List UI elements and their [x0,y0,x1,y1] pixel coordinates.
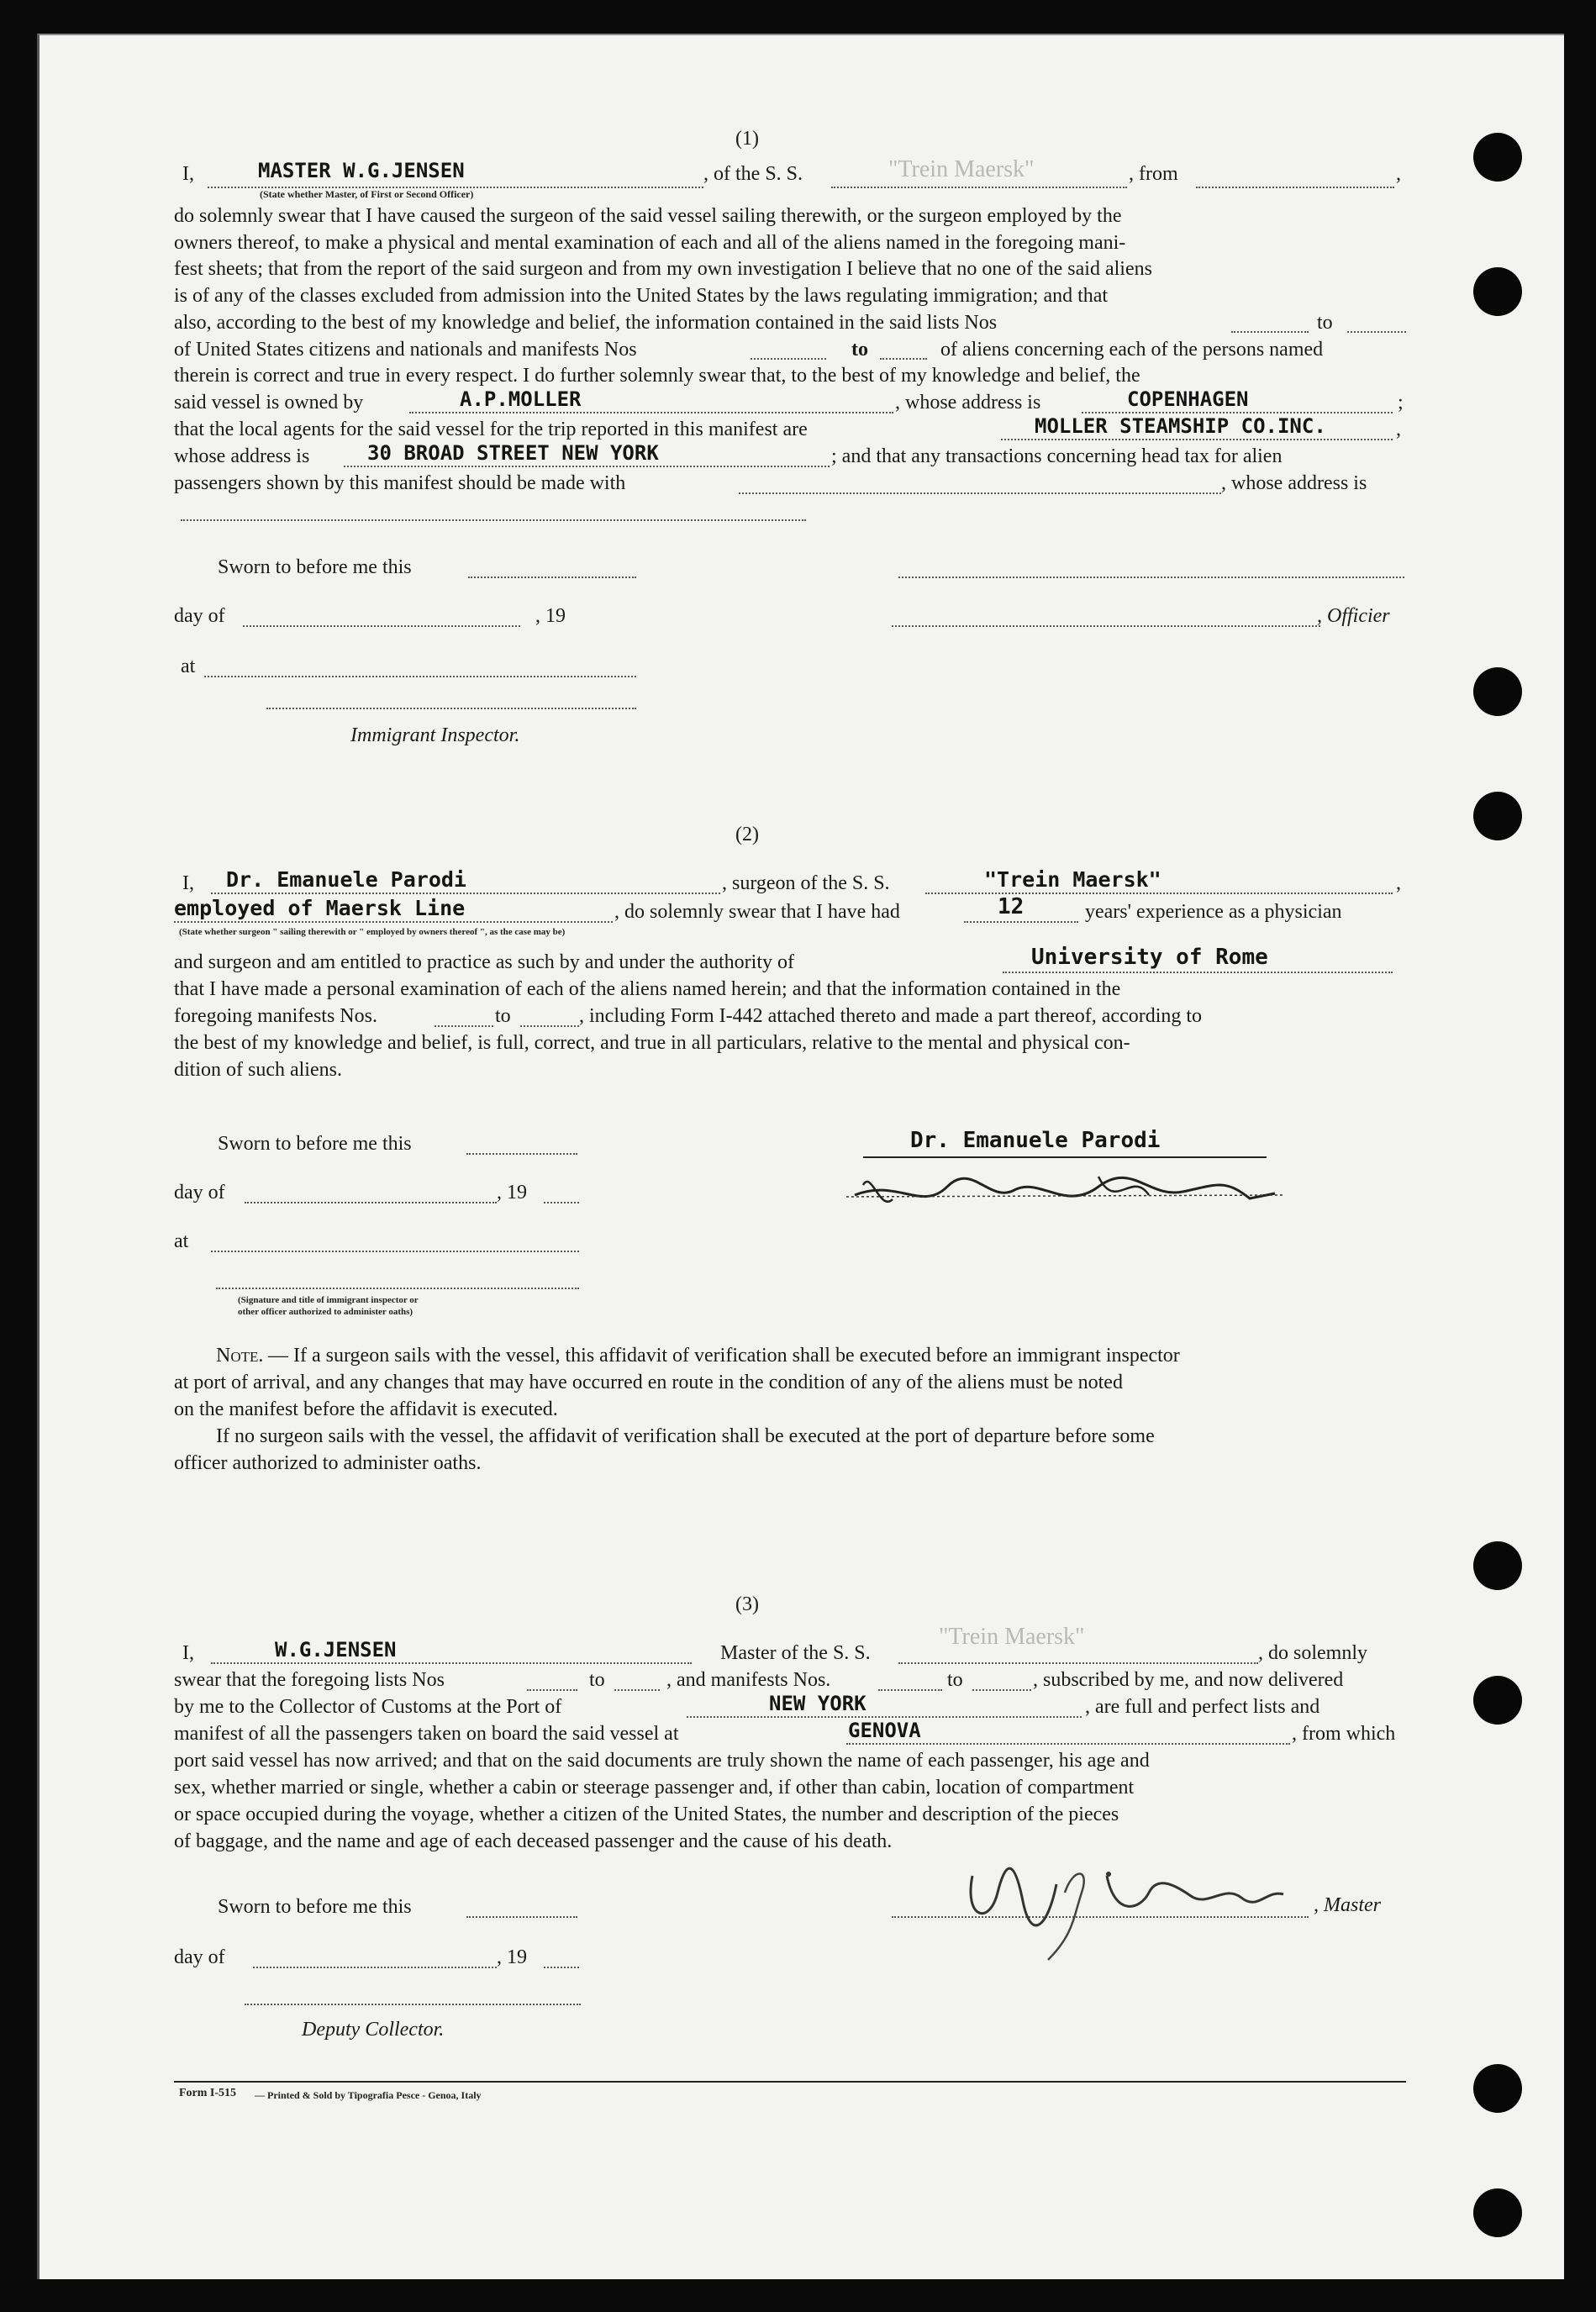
swear-had-text: , do solemnly swear that I have had [614,901,900,923]
section3-manifests-to-line [972,1689,1031,1691]
lists-to-line [1347,331,1406,333]
section1-at: at [181,656,196,677]
agents-line [1001,439,1393,440]
punch-hole [1473,667,1522,716]
surgeon-ship-comma: , [1396,872,1401,894]
employed-line [174,921,613,923]
section3-l2b: , and manifests Nos. [666,1669,831,1691]
surgeon-manifests-from-line [435,1025,493,1027]
agents-address-line [344,466,830,467]
ship-stamp-faint: "Tr​ein M​aersk" [888,156,1035,182]
section3-master-label: , Master [1314,1894,1381,1916]
sig-note-line1: (Signature and title of immigrant inspector or [238,1295,419,1305]
manifests-to: to [851,339,868,361]
employed-typed: employed of Maersk Line [174,896,466,920]
section3-l3b: , are full and perfect lists and [1085,1696,1320,1718]
section1-sworn: Sworn to before me this [218,556,412,578]
section2-sworn: Sworn to before me this [218,1133,412,1155]
master-name-typed: MASTER W.G.JENSEN [258,159,465,182]
deputy-collector-label: Deputy Collector. [302,2019,445,2041]
section3-year: , 19 [497,1946,527,1968]
years-text: years' experience as a physician [1085,901,1342,923]
immigrant-inspector-label: Immigrant Inspector. [350,724,520,746]
state-master-note: (State whether Master, of First or Second Officer) [260,188,474,200]
section1-day-line [243,625,520,627]
section1-day-of: day of [174,605,225,627]
ship-name-line [831,187,1127,188]
section3-l2c: , subscribed by me, and now delivered [1033,1669,1344,1691]
surgeon-name-line [211,893,720,894]
authority-typed: University of Rome [1031,945,1268,970]
section3-day-line [253,1967,497,1968]
section1-officer-sig-line-top [898,577,1404,578]
from-label: , from [1129,163,1178,185]
authority-line [1003,972,1393,973]
section3-day-of: day of [174,1946,225,1968]
trailing-comma: , [1396,163,1401,185]
document-sheet [37,34,1564,2279]
punch-hole [1473,792,1522,840]
section3-embark-typed: GENOVA [848,1719,921,1742]
surgeon-state-note: (State whether surgeon " sailing therewith or " employed by owners thereof ", as the case may be) [179,927,566,937]
section2-i: I, [182,872,194,894]
section3-para-line5: port said vessel has now arrived; and that on the said documents are truly shown the name of each passenger, his age and [174,1750,1150,1772]
note-line5: officer authorized to administer oaths. [174,1452,482,1474]
section1-para-line5: also, according to the best of my knowledge and belief, the information contained in the said lists Nos [174,312,998,334]
master-handwritten-signature [947,1842,1317,1968]
head-tax-line [739,492,1221,494]
footer-rule [174,2081,1406,2083]
section3-sworn: Sworn to before me this [218,1896,412,1918]
punch-hole [1473,267,1522,316]
owner-typed: A.P.MOLLER [460,387,582,411]
section2-sworn-line [466,1153,577,1155]
agents-typed: MOLLER STEAMSHIP CO.INC. [1035,414,1326,438]
section1-at-line [204,676,636,677]
section2-at: at [174,1230,189,1252]
section1-officer-line [892,625,1320,627]
footer-printer: — Printed & Sold by Tipografia Pesce - Genoa, Italy [255,2089,482,2101]
section3-number: (3) [735,1593,759,1615]
surgeon-handwritten-signature [846,1161,1300,1229]
section3-para-line6: sex, whether married or single, whether a cabin or steerage passenger and, if other than cabin, location of compartment [174,1777,1135,1799]
surgeon-signature-underline [863,1156,1267,1158]
agents-label: that the local agents for the said vessel for the trip reported in this manifest are [174,419,808,440]
sig-note-line2: other officer authorized to administer oaths) [238,1307,413,1317]
section1-para-line2: owners thereof, to make a physical and mental examination of each and all of the aliens named in the foregoing mani- [174,232,1126,254]
manifests-to-line [880,358,927,360]
surgeon-manifests-to: to [495,1005,511,1027]
section1-inspector-sig-line [266,708,636,709]
lists-from-line [1231,331,1309,333]
section2-year-line [544,1202,579,1203]
section2-para-line1: that I have made a personal examination of each of the aliens named herein; and that the information contained in the [174,978,1121,1000]
section3-l3a: by me to the Collector of Customs at the Port of [174,1696,562,1718]
note-line3: on the manifest before the affidavit is executed. [174,1398,558,1420]
section3-para-line7: or space occupied during the voyage, whether a citizen of the United States, the number and description of the pieces [174,1804,1119,1825]
note-line1: — If a surgeon sails with the vessel, this affidavit of verification shall be executed before an immigrant inspector [268,1345,1180,1367]
section2-day-of: day of [174,1182,225,1203]
officer-label: , Officier [1317,605,1390,627]
section3-ship-line [898,1662,1258,1664]
surgeon-of-label: , surgeon of the S. S. [722,872,890,894]
owner-address-label: , whose address is [895,392,1041,413]
note-label: Note. [216,1345,264,1367]
section1-sworn-line [468,577,636,578]
section3-l2a: swear that the foregoing lists Nos [174,1669,445,1691]
section3-manifests-from-line [878,1689,942,1691]
section2-para-line2b: , including Form I-442 attached thereto and made a part thereof, according to [579,1005,1203,1027]
surgeon-ship-line [925,893,1393,894]
agents-comma: , [1396,419,1401,440]
section3-sworn-line [466,1916,577,1918]
section2-inspector-sig-line [216,1288,579,1289]
section3-lists-from-line [527,1689,577,1691]
head-tax-text: ; and that any transactions concerning head tax for alien [831,445,1283,467]
section3-l4b: , from which [1292,1723,1396,1745]
punch-hole [1473,1541,1522,1590]
section3-do-solemnly: , do solemnly [1258,1642,1367,1664]
agents-address-label: whose address is [174,445,310,467]
section3-lists-to-line [614,1689,660,1691]
owner-line [409,412,893,413]
punch-hole [1473,1676,1522,1725]
section3-l4a: manifest of all the passengers taken on board the said vessel at [174,1723,679,1745]
section2-para-line3: the best of my knowledge and belief, is full, correct, and true in all particulars, relative to the mental and physical con- [174,1032,1130,1054]
section2-at-line [211,1251,579,1252]
section3-master-of: Master of the S. S. [720,1642,871,1664]
section2-number: (2) [735,824,759,845]
punch-hole [1473,2188,1522,2237]
bleed-through-text [90,109,99,138]
section1-para-line6b: of aliens concerning each of the persons named [940,339,1324,361]
lists-to: to [1317,312,1333,334]
section2-day-line [245,1202,497,1203]
years-line [964,921,1078,923]
section2-year: , 19 [497,1182,527,1203]
surgeon-name-typed: Dr. Emanuele Parodi [226,867,466,892]
section3-port-typed: NEW YORK [769,1692,866,1715]
surgeon-signature-typed: Dr. Emanuele Parodi [910,1128,1161,1153]
section3-ship-stamp: "Trein Maersk" [939,1624,1085,1650]
section3-master-typed: W.G.JENSEN [275,1638,397,1662]
punch-hole [1473,2064,1522,2113]
whose-address-end: , whose address is [1221,472,1367,494]
from-line [1196,187,1394,188]
section3-year-line [544,1967,579,1968]
note-line2: at port of arrival, and any changes that may have occurred en route in the condition of any of the aliens must be noted [174,1372,1123,1393]
entitled-text: and surgeon and am entitled to practice as such by and under the authority of [174,951,794,973]
years-typed: 12 [998,894,1024,919]
section1-para-line4: is of any of the classes excluded from admission into the United States by the laws regulating immigration; and that [174,285,1109,307]
section1-para-line7: therein is correct and true in every respect. I do further solemnly swear that, to the best of my knowledge and belief, the [174,365,1140,387]
owner-semicolon: ; [1398,392,1404,413]
section3-embark-line [846,1743,1290,1745]
passengers-text: passengers shown by this manifest should be made with [174,472,626,494]
section2-para-line4: dition of such aliens. [174,1059,342,1081]
section1-number: (1) [735,128,759,150]
section3-manifests-to: to [947,1669,963,1691]
section1-para-line6a: of United States citizens and nationals and manifests Nos [174,339,637,361]
note-line4: If no surgeon sails with the vessel, the affidavit of verification shall be executed at the port of departure before some [216,1425,1155,1447]
section1-para-line3: fest sheets; that from the report of the said surgeon and from my own investigation I believe that no one of the said aliens [174,258,1152,280]
section3-para-line8: of baggage, and the name and age of each deceased passenger and the cause of his death. [174,1830,893,1852]
surgeon-manifests-to-line [520,1025,579,1027]
address-continuation-line [181,519,806,521]
section3-master-line [211,1662,692,1664]
section1-year: , 19 [535,605,566,627]
section1-para-line1: do solemnly swear that I have caused the surgeon of the said vessel sailing therewith, or the surgeon employed by the [174,205,1122,227]
owner-address-typed: COPENHAGEN [1127,387,1249,411]
surgeon-ship-typed: "Trein Maersk" [984,867,1161,892]
section1-i: I, [182,163,194,185]
of-ss-label: , of the S. S. [703,163,803,185]
punch-hole [1473,133,1522,182]
section3-i: I, [182,1642,194,1664]
deputy-collector-sig-line [245,2004,581,2005]
footer-form-id: Form I-515 [179,2087,237,2099]
agents-address-typed: 30 BROAD STREET NEW YORK [367,441,659,465]
owned-by-label: said vessel is owned by [174,392,364,413]
section3-lists-to: to [589,1669,605,1691]
section2-para-line2a: foregoing manifests Nos. [174,1005,377,1027]
manifests-from-line [751,358,826,360]
